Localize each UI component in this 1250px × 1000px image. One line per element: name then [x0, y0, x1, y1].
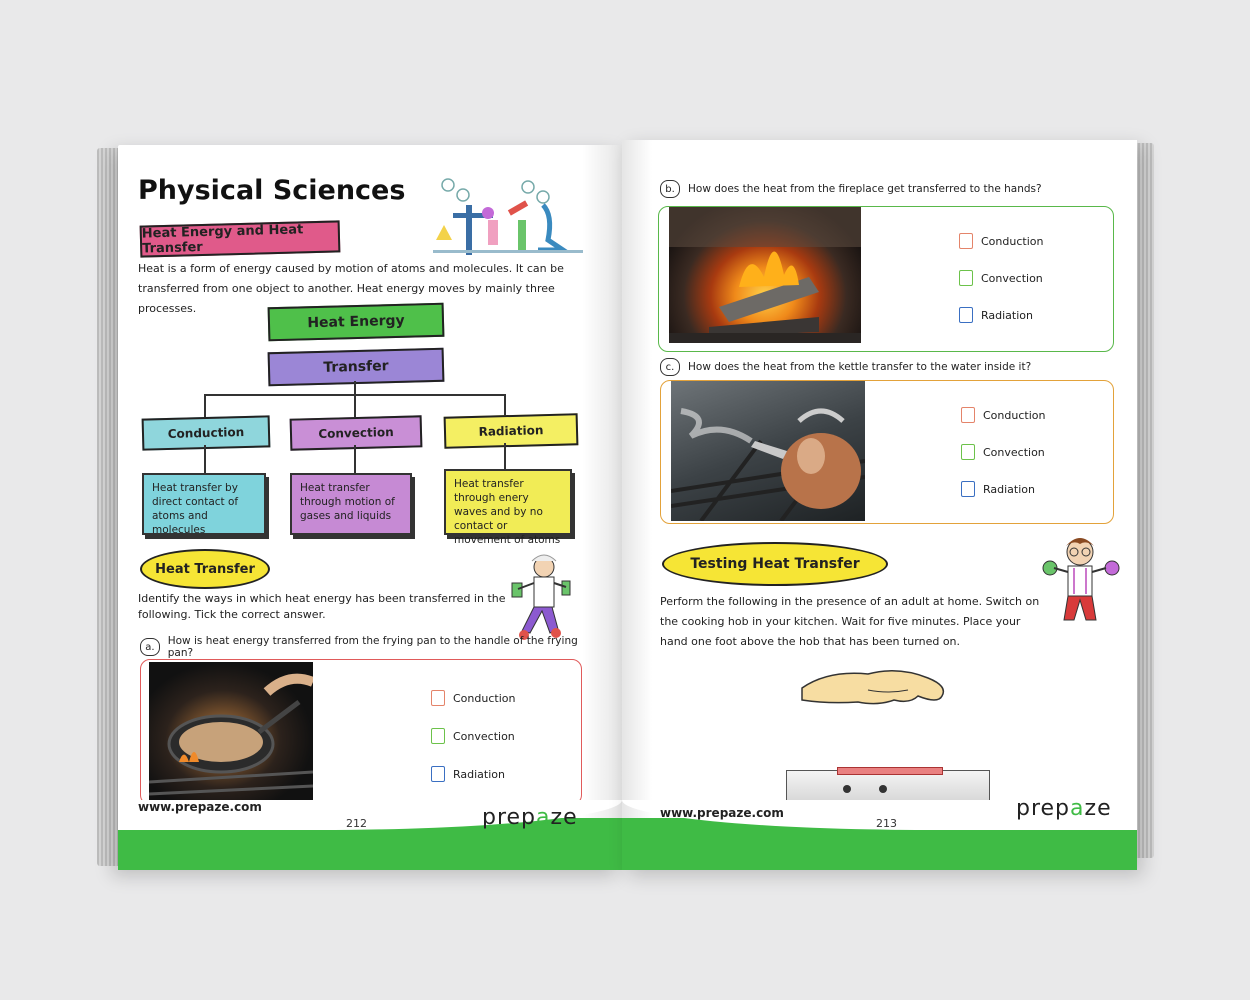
checkbox[interactable] [959, 233, 973, 249]
diagram-connector [354, 445, 356, 473]
activity-heading-label: Heat Transfer [155, 561, 255, 577]
option-label: Conduction [981, 234, 1044, 248]
prepaze-logo [482, 805, 578, 830]
option-radiation[interactable] [961, 481, 1035, 497]
hand-illustration [798, 660, 950, 710]
option-conduction[interactable] [959, 233, 1043, 249]
hob-heating-element [837, 767, 943, 775]
spine-shadow [582, 145, 622, 870]
option-conduction[interactable] [961, 407, 1045, 423]
activity-heading-bubble [140, 549, 270, 589]
page-number: 212 [346, 817, 367, 830]
fireplace-logs [669, 207, 861, 343]
diagram-connector [354, 381, 356, 395]
left-page [118, 145, 622, 870]
checkbox[interactable] [431, 690, 445, 706]
question-text: How does the heat from the fireplace get transferred to the hands? [688, 183, 1042, 195]
option-radiation[interactable] [431, 766, 505, 782]
footer-url: www.prepaze.com [660, 806, 784, 820]
lab-equipment-illustration [428, 165, 588, 260]
option-convection[interactable] [961, 444, 1045, 460]
intro-paragraph: Heat is a form of energy caused by motion of atoms and molecules. It can be transferred from one object to another. Heat energy moves by mainly three processes. [138, 262, 564, 315]
activity-instructions: Identify the ways in which heat energy has been transferred in the following. Tick the correct answer. [138, 592, 506, 621]
option-label: Conduction [983, 408, 1046, 422]
logo-part: a [536, 805, 551, 830]
diagram-branch-radiation [444, 413, 579, 448]
page-number: 213 [876, 817, 897, 830]
branch-label: Convection [318, 425, 394, 441]
checkbox[interactable] [961, 444, 975, 460]
hob-knob [879, 785, 887, 793]
question-text: How does the heat from the kettle transfer to the water inside it? [688, 361, 1032, 373]
logo-part: prep [1016, 796, 1071, 821]
question-a-panel [140, 659, 582, 805]
testing-heading-bubble [662, 542, 888, 586]
checkbox[interactable] [959, 307, 973, 323]
diagram-transfer [268, 348, 445, 387]
frying-pan-photo [149, 662, 313, 802]
logo-part: prep [482, 805, 537, 830]
question-text: How is heat energy transferred from the frying pan to the handle of the frying pan? [167, 635, 578, 659]
question-letter: c. [660, 358, 680, 376]
diagram-connector [504, 443, 506, 469]
question-letter: b. [660, 180, 680, 198]
branch-label: Radiation [478, 423, 544, 439]
checkbox[interactable] [959, 270, 973, 286]
question-c-panel [660, 380, 1114, 524]
diagram-branch-convection [290, 415, 423, 450]
question-letter: a. [140, 638, 160, 656]
checkbox[interactable] [431, 766, 445, 782]
diagram-root-heat-energy [268, 303, 445, 342]
checkbox[interactable] [431, 728, 445, 744]
diagram-branch-conduction [142, 415, 271, 450]
right-page-edges [1136, 143, 1154, 858]
question-b-panel [658, 206, 1114, 352]
checkbox[interactable] [961, 407, 975, 423]
convection-description: Heat transfer through motion of gases and liquids [290, 473, 412, 535]
option-label: Convection [981, 271, 1043, 285]
branch-label: Conduction [167, 425, 245, 441]
option-label: Radiation [983, 482, 1035, 496]
option-label: Radiation [981, 308, 1033, 322]
diagram-root-label: Heat Energy [307, 312, 405, 332]
section-heading [140, 220, 341, 257]
logo-part: ze [1084, 796, 1112, 821]
footer-url: www.prepaze.com [138, 800, 262, 814]
option-label: Radiation [453, 767, 505, 781]
option-convection[interactable] [431, 728, 515, 744]
page-title: Physical Sciences [138, 175, 406, 206]
testing-heading-label: Testing Heat Transfer [690, 556, 860, 572]
left-page-edges [97, 148, 119, 866]
option-label: Convection [453, 729, 515, 743]
prepaze-logo [1016, 796, 1112, 821]
diagram-connector [354, 394, 356, 418]
option-conduction[interactable] [431, 690, 515, 706]
checkbox[interactable] [961, 481, 975, 497]
option-radiation[interactable] [959, 307, 1033, 323]
question-a [140, 635, 600, 659]
hob-knob [843, 785, 851, 793]
option-convection[interactable] [959, 270, 1043, 286]
fireplace-photo [669, 207, 861, 343]
kettle-shape [671, 381, 865, 521]
radiation-description: Heat transfer through enery waves and by no contact or movement of atoms [444, 469, 572, 535]
question-b [660, 180, 1120, 198]
kid-scientist-illustration [1040, 532, 1122, 628]
logo-part: a [1070, 796, 1085, 821]
diagram-connector [204, 445, 206, 473]
right-page [622, 140, 1137, 870]
kettle-photo [671, 381, 865, 521]
logo-part: ze [550, 805, 578, 830]
spine-shadow [622, 140, 652, 870]
option-label: Convection [983, 445, 1045, 459]
pan-shape [149, 662, 313, 802]
diagram-transfer-label: Transfer [323, 358, 389, 376]
option-label: Conduction [453, 691, 516, 705]
conduction-description: Heat transfer by direct contact of atoms and molecules [142, 473, 266, 535]
question-c [660, 358, 1120, 376]
diagram-connector [204, 394, 206, 418]
section-heading-label: Heat Energy and Heat Transfer [141, 222, 304, 257]
testing-instructions: Perform the following in the presence of an adult at home. Switch on the cooking hob in your kitchen. Wait for five minutes. Place your hand one foot above the hob that has been turned on. [660, 595, 1040, 648]
